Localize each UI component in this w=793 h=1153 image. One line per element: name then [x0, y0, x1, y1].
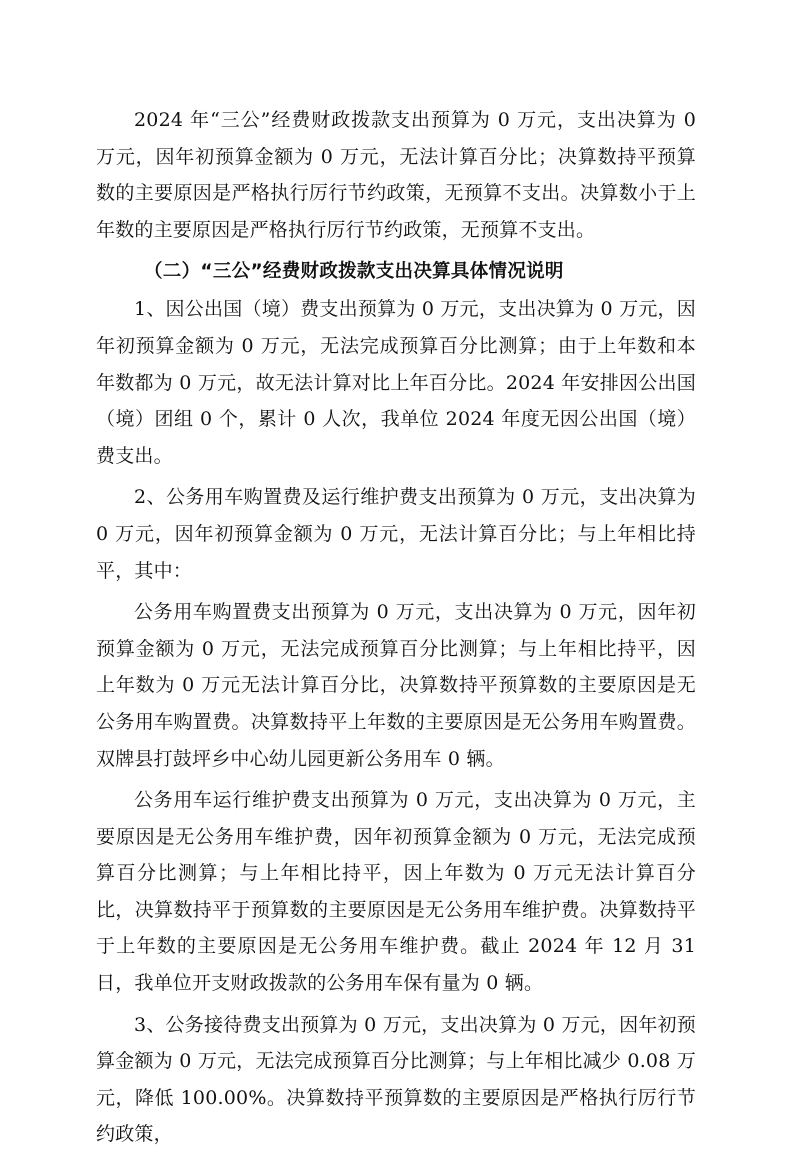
paragraph-vehicle-total: 2、公务用车购置费及运行维护费支出预算为 0 万元，支出决算为 0 万元，因年初预算金额为 0 万元，无法计算百分比；与上年相比持平，其中： [96, 486, 696, 582]
paragraph-overseas-travel: 1、因公出国（境）费支出预算为 0 万元，支出决算为 0 万元，因年初预算金额为 0 万元，无法完成预算百分比测算；由于上年数和本年数都为 0 万元，故无法计算对比上年百分比。2024 年安排因公出国（境）团组 0 个，累计 0 人次，我单位 2024 年度无因公出国（境）费支出。 [96, 298, 696, 467]
section-heading: （二）“三公”经费财政拨款支出决算具体情况说明 [144, 261, 564, 283]
paragraph-san-gong-summary: 2024 年“三公”经费财政拨款支出预算为 0 万元，支出决算为 0 万元，因年初预算金额为 0 万元，无法计算百分比；决算数持平预算数的主要原因是严格执行厉行节约政策，无预算不支出。决算数小于上年数的主要原因是严格执行厉行节约政策，无预算不支出。 [96, 109, 696, 241]
paragraph-vehicle-purchase: 公务用车购置费支出预算为 0 万元，支出决算为 0 万元，因年初预算金额为 0 万元，无法完成预算百分比测算；与上年相比持平，因上年数为 0 万元无法计算百分比，决算数持平预算数的主要原因是无公务用车购置费。决算数持平上年数的主要原因是无公务用车购置费。双牌县打鼓坪乡中心幼儿园更新公务用车 0 辆。 [96, 601, 696, 770]
paragraph-vehicle-maintenance: 公务用车运行维护费支出预算为 0 万元，支出决算为 0 万元，主要原因是无公务用车维护费，因年初预算金额为 0 万元，无法完成预算百分比测算；与上年相比持平，因上年数为 0 万元无法计算百分比，决算数持平于预算数的主要原因是无公务用车维护费。决算数持平于上年数的主要原因是无公务用车维护费。截止 2024 年 12 月 31 日，我单位开支财政拨款的公务用车保有量为 0 辆。 [96, 789, 696, 995]
paragraph-reception: 3、公务接待费支出预算为 0 万元，支出决算为 0 万元，因年初预算金额为 0 万元，无法完成预算百分比测算；与上年相比减少 0.08 万元，降低 100.00%。决算数持平预算数的主要原因是严格执行厉行节约政策， [96, 1013, 696, 1146]
